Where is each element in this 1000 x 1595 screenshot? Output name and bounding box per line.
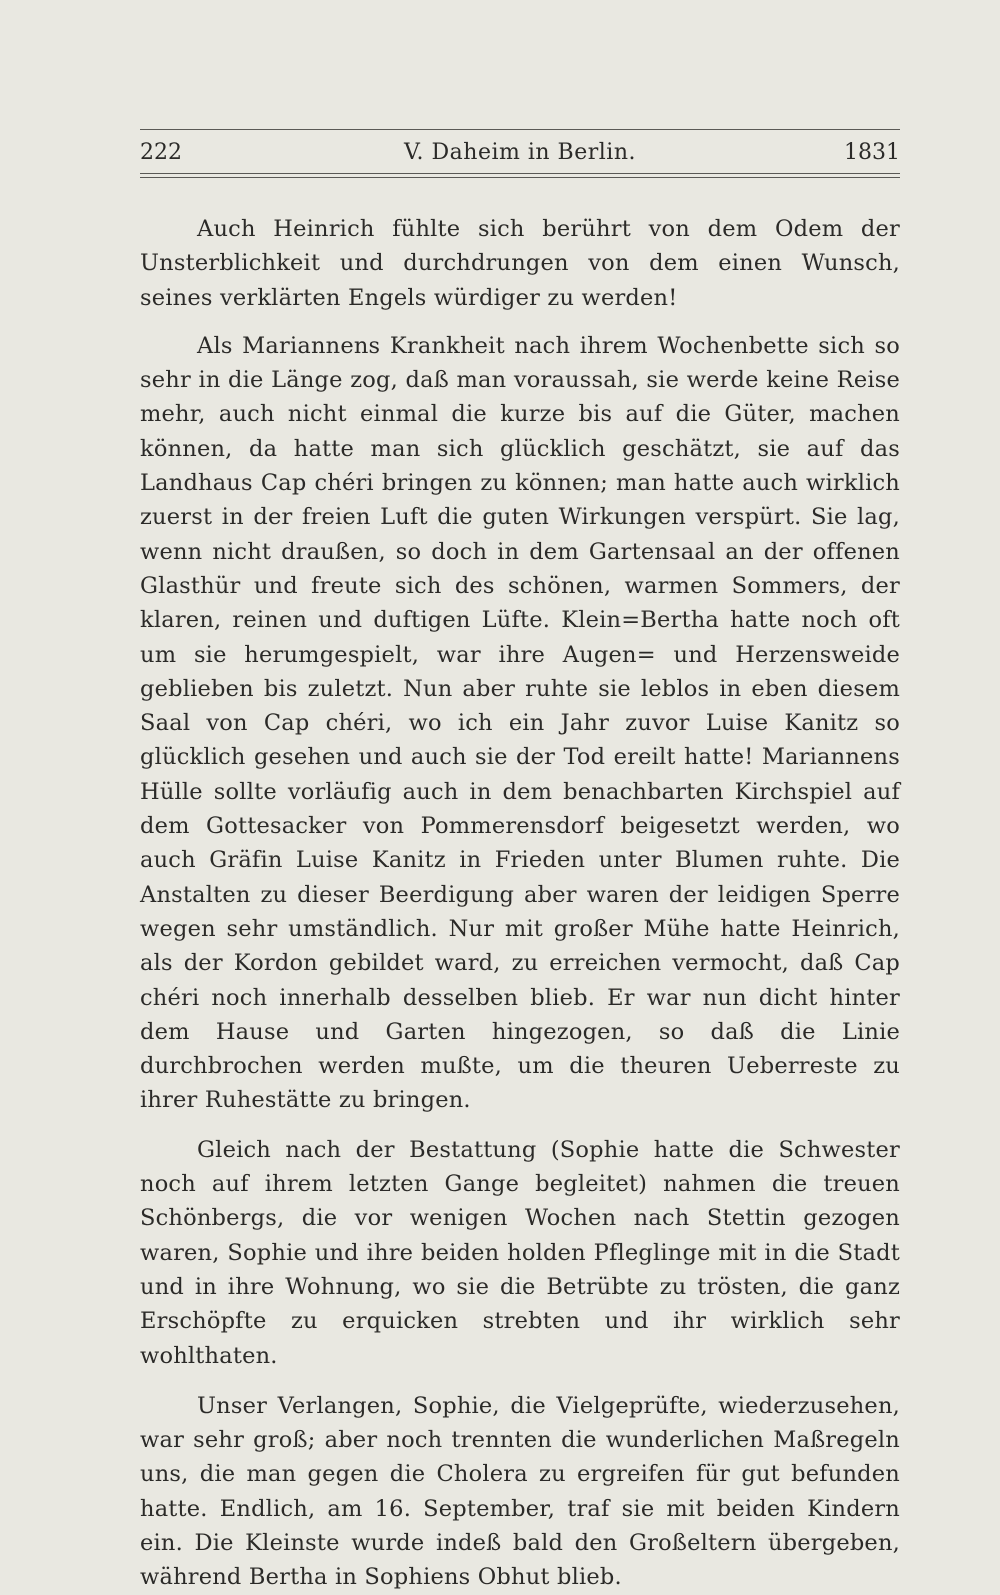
paragraph: Auch Heinrich fühlte sich berührt von dem Odem der Unsterblichkeit und durchdrungen von dem einen Wunsch, seines verklärten Engels würdiger zu werden! xyxy=(140,216,900,311)
running-header xyxy=(140,136,900,170)
header-rule-top xyxy=(140,129,900,130)
header-rule-bottom xyxy=(140,173,900,174)
page-number: 222 xyxy=(140,140,182,165)
header-rule-bottom-double xyxy=(140,177,900,178)
paragraph: Unser Verlangen, Sophie, die Vielgeprüfte, wiederzusehen, war sehr groß; aber noch trennten die wunderlichen Maßregeln uns, die man gegen die Cholera zu ergreifen für gut befunden hatte. Endlich, am 16. September, traf sie mit beiden Kindern ein. Die Kleinste wurde indeß bald den Großeltern übergeben, während Bertha in Sophiens Obhut blieb. xyxy=(140,1392,900,1591)
paragraph: Als Mariannens Krankheit nach ihrem Wochenbette sich so sehr in die Länge zog, daß man voraussah, sie werde keine Reise mehr, auch nicht einmal die kurze bis auf die Güter, machen können, da hatte man sich glücklich geschätzt, sie auf das Landhaus Cap chéri bringen zu können; man hatte auch wirklich zuerst in der freien Luft die guten Wirkungen verspürt. Sie lag, wenn nicht draußen, so doch in dem Gartensaal an der offenen Glasthür und freute sich des schönen, warmen Sommers, der klaren, reinen und duftigen Lüfte. Klein=Bertha hatte noch oft um sie herumgespielt, war ihre Augen= und Herzensweide geblieben bis zuletzt. Nun aber ruhte sie leblos in eben diesem Saal von Cap chéri, wo ich ein Jahr zuvor Luise Kanitz so glücklich gesehen und auch sie der Tod ereilt hatte! Mariannens Hülle sollte vorläufig auch in dem benachbarten Kirchspiel auf dem Gottesacker von Pommerensdorf beigesetzt werden, wo auch Gräfin Luise Kanitz in Frieden unter Blumen ruhte. Die Anstalten zu dieser Beerdigung aber waren der leidigen Sperre wegen sehr umständlich. Nur mit großer Mühe hatte Heinrich, als der Kordon gebildet ward, zu erreichen vermocht, daß Cap chéri noch innerhalb desselben blieb. Er war nun dicht hinter dem Hause und Garten hingezogen, so daß die Linie durchbrochen werden mußte, um die theuren Ueberreste zu ihrer Ruhestätte zu bringen. xyxy=(140,332,900,1114)
paragraph: Gleich nach der Bestattung (Sophie hatte die Schwester noch auf ihrem letzten Gange begleitet) nahmen die treuen Schönbergs, die vor wenigen Wochen nach Stettin gezogen waren, Sophie und ihre beiden holden Pfleglinge mit in die Stadt und in ihre Wohnung, wo sie die Betrübte zu trösten, die ganz Erschöpfte zu erquicken strebten und ihr wirklich sehr wohlthaten. xyxy=(140,1136,900,1369)
header-year: 1831 xyxy=(844,140,900,165)
running-title: V. Daheim in Berlin. xyxy=(404,140,636,165)
body-text xyxy=(140,212,900,1595)
